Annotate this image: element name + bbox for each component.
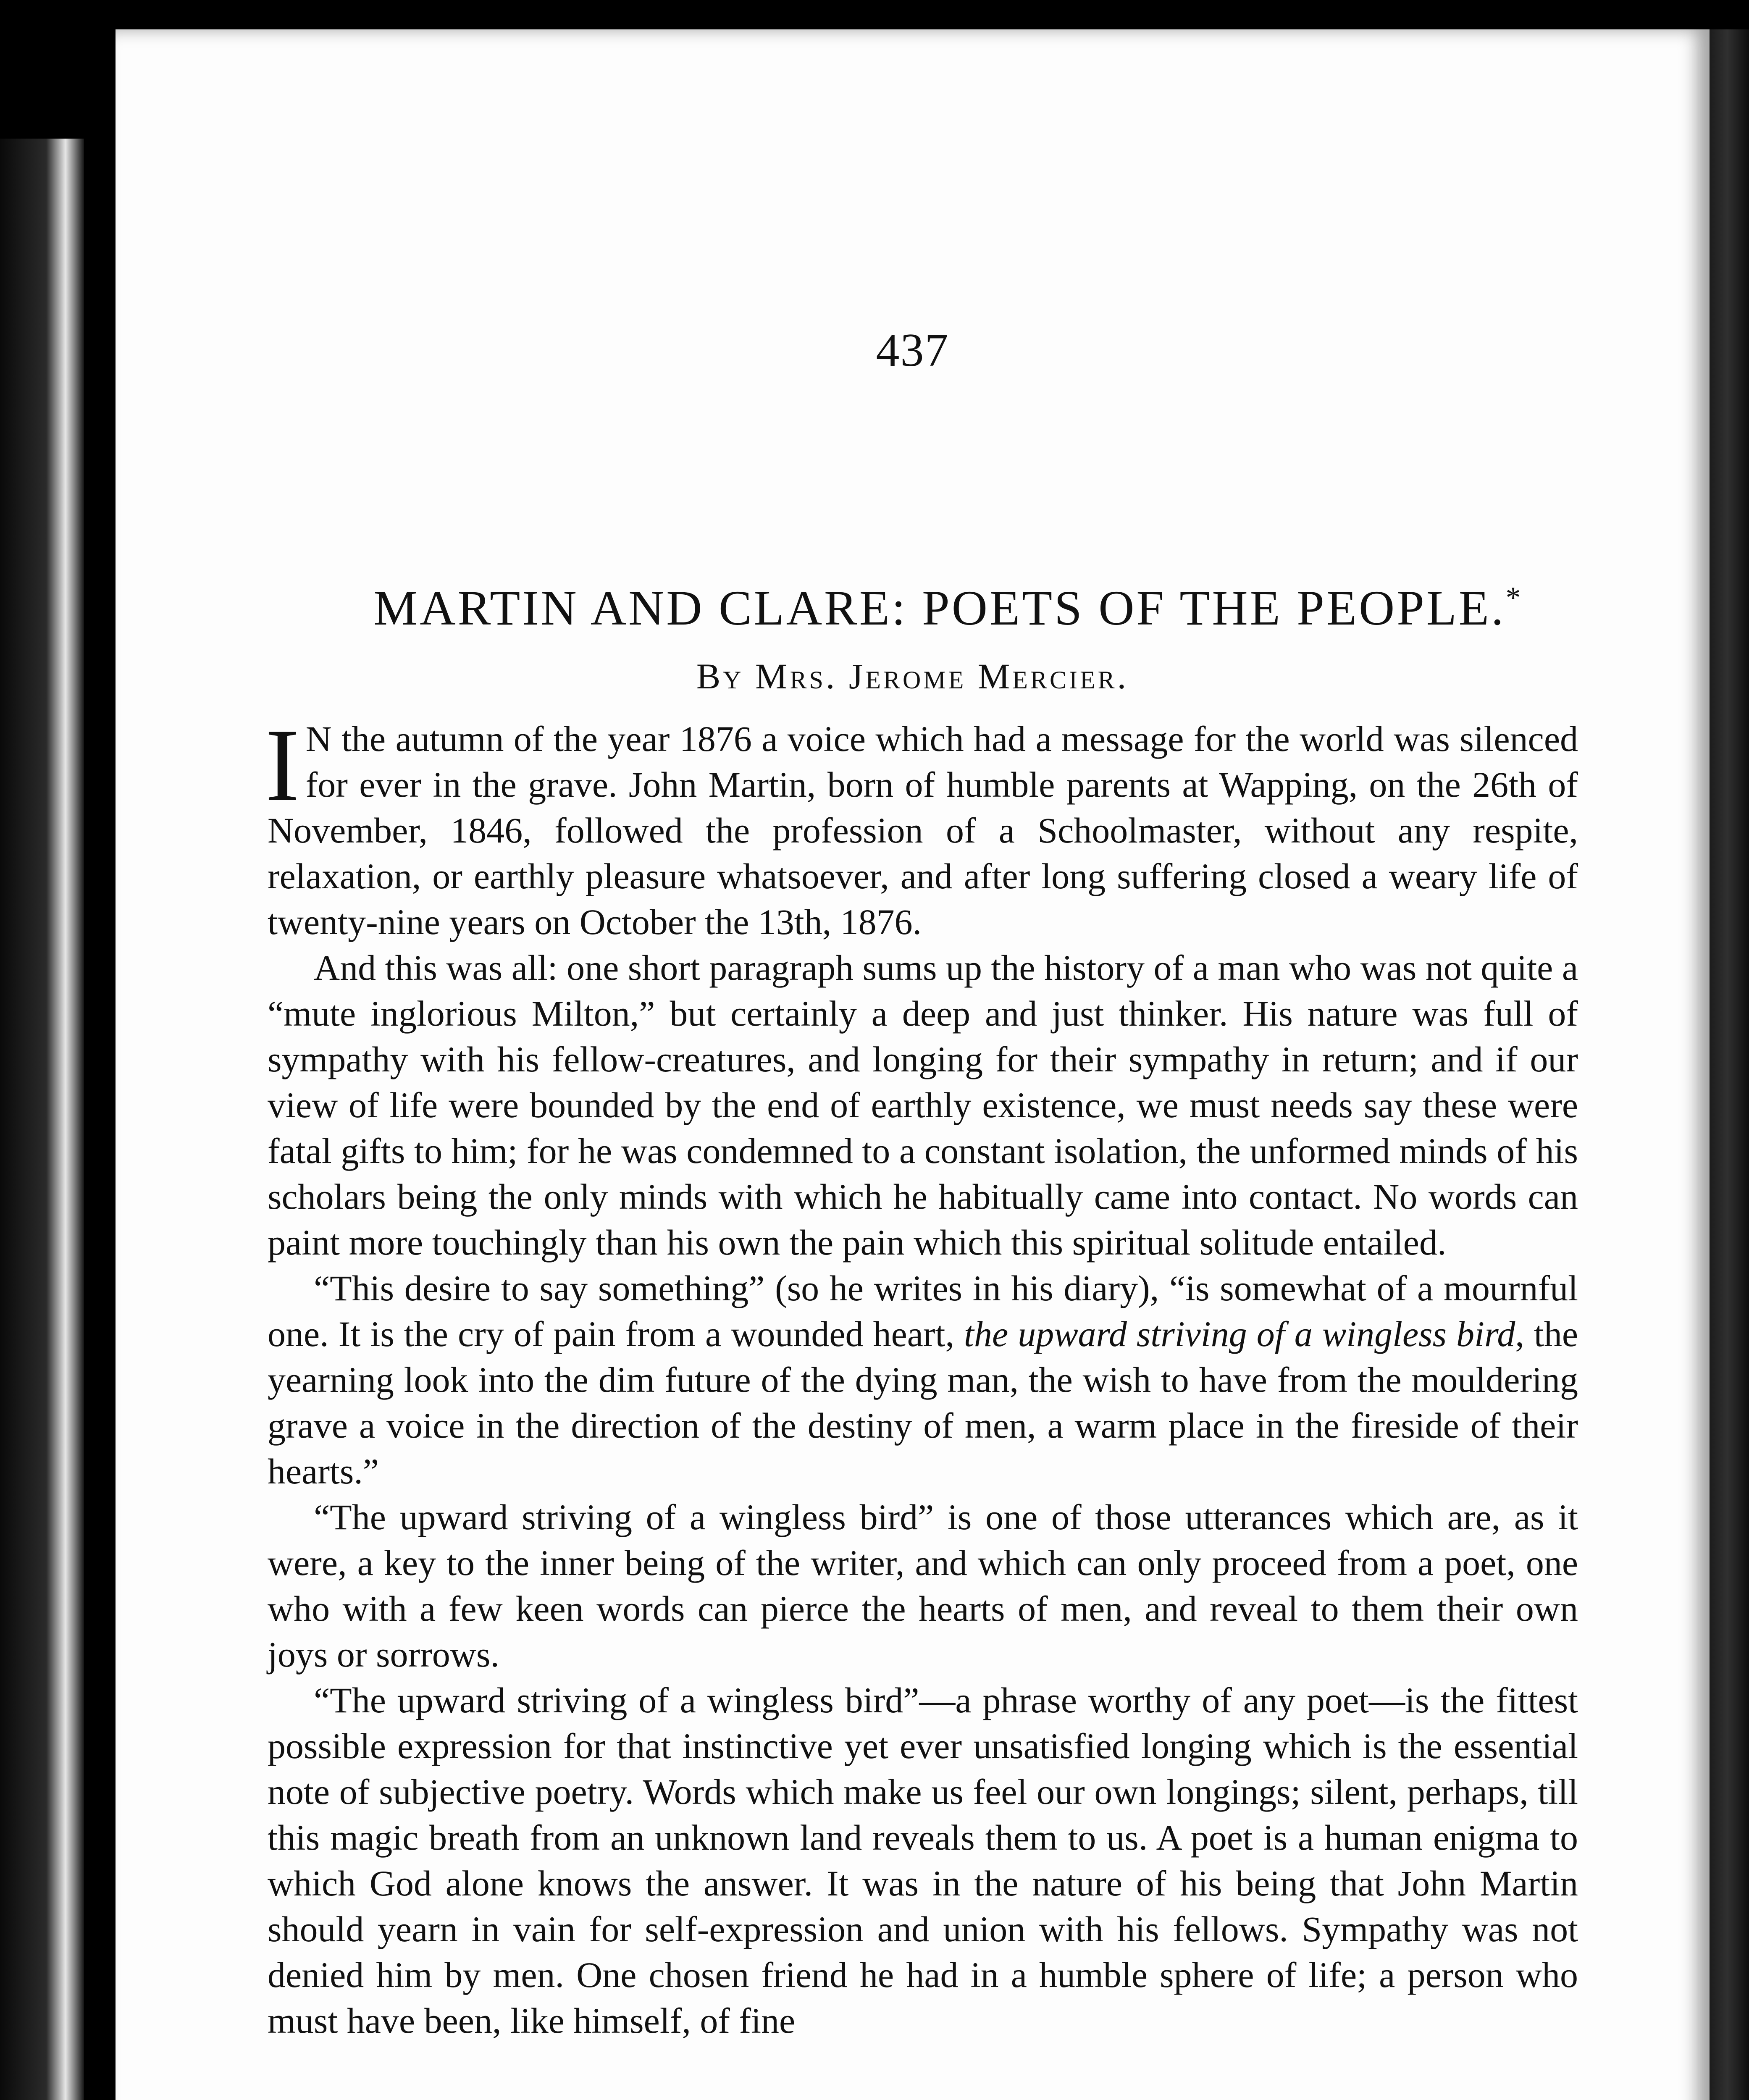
paragraph-4: “The upward striving of a wingless bird” is one of those utterances which are, as it were, a key to the inner being of the writer, and which can only proceed from a poet, one who with a few keen words can pierce the hearts of men, and reveal to them their own joys or sorrows.: [268, 1497, 1578, 1675]
drop-cap: I: [265, 707, 300, 823]
article-body: [265, 707, 1578, 2044]
document-page: [116, 29, 1710, 2100]
paragraph-3-italic-quote: the upward striving of a wingless bird: [964, 1314, 1515, 1354]
previous-page-edge: [0, 139, 84, 2100]
article-title: [275, 580, 1619, 637]
paragraph-3-text-a: “This desire to say something” (so he writes in his diary), “is somewhat of a mournful one. It is the cry of pain from a wounded heart,: [268, 1268, 1578, 1354]
paragraph-3-text-b: , the yearning look into the dim future of the dying man, the wish to have from the mouldering grave a voice in the direction of the destiny of men, a warm place in the fireside of their hearts.”: [268, 1314, 1578, 1491]
page-number: 437: [876, 324, 949, 376]
paragraph-2: And this was all: one short paragraph sums up the history of a man who was not quite a “mute inglorious Milton,” but certainly a deep and just thinker. His nature was full of sympathy with his fellow-creatures, and longing for their sympathy in return; and if our view of life were bounded by the end of earthly existence, we must needs say these were fatal gifts to him; for he was condemned to a constant isolation, the unformed minds of his scholars being the only minds with which he habitually came into contact. No words can paint more touchingly than his own the pain which this spiritual solitude entailed.: [268, 948, 1578, 1263]
paragraph-1-text: N the autumn of the year 1876 a voice which had a message for the world was silenced for ever in the grave. John Martin, born of humble parents at Wapping, on the 26th of November, 1846, followed the profession of a Schoolmaster, without any respite, relaxation, or earthly pleasure whatsoever, and after long suffering closed a weary life of twenty-nine years on October the 13th, 1876.: [268, 719, 1578, 942]
book-spine-edge: [1710, 29, 1749, 2100]
paragraph-1: [265, 707, 1578, 945]
author-byline: By Mrs. Jerome Mercier.: [696, 656, 1129, 696]
paragraph-3: [268, 1265, 1578, 1494]
paragraph-5: “The upward striving of a wingless bird”—a phrase worthy of any poet—is the fittest possible expression for that instinctive yet ever unsatisfied longing which is the essential note of subjective poetry. Words which make us feel our own longings; silent, perhaps, till this magic breath from an unknown land reveals them to us. A poet is a human enigma to which God alone knows the answer. It was in the nature of his being that John Martin should yearn in vain for self-expression and union with his fellows. Sympathy was not denied him by men. One chosen friend he had in a humble sphere of life; a person who must have been, like himself, of fine: [268, 1680, 1578, 2041]
article-title-text: MARTIN AND CLARE: POETS OF THE PEOPLE.: [373, 580, 1506, 635]
footnote-reference-mark: *: [1505, 581, 1521, 614]
